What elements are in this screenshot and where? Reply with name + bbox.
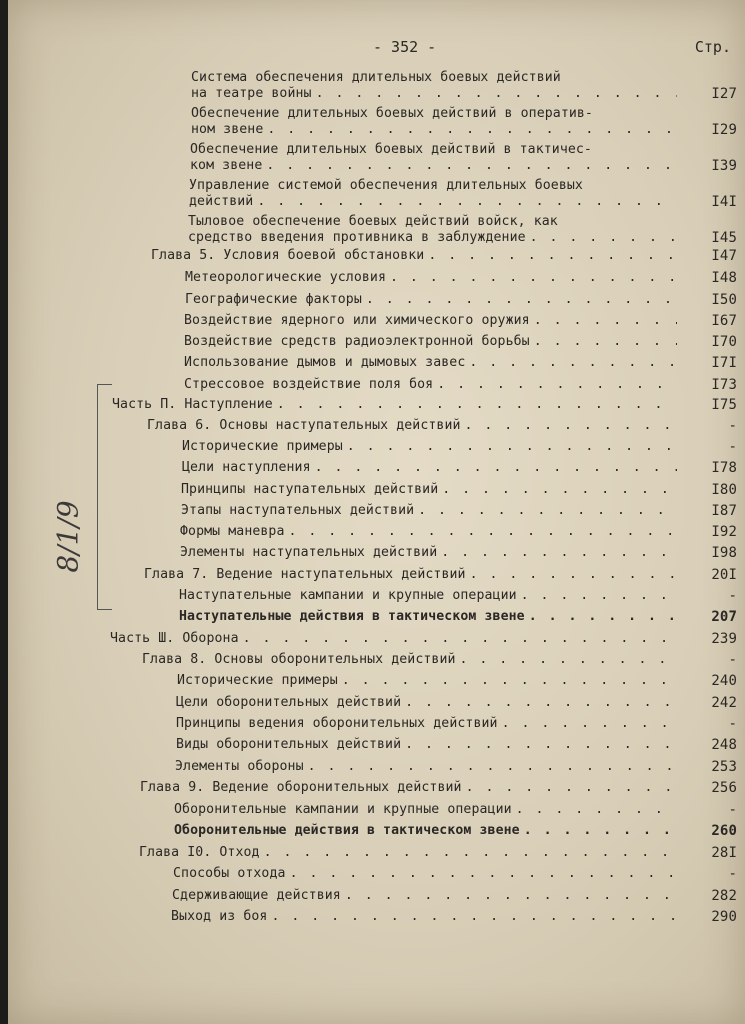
toc-page-ref: I48	[711, 270, 737, 286]
toc-chapter	[144, 567, 737, 583]
toc-entry-text: Этапы наступательных действий	[181, 503, 415, 518]
toc-page-ref: I70	[711, 334, 737, 350]
toc-entry	[182, 439, 737, 455]
toc-entry-text: Наступательные действия в тактическом звене	[179, 609, 525, 624]
toc-entry	[181, 482, 737, 498]
toc-entry	[172, 888, 737, 904]
toc-page-ref: I73	[711, 377, 737, 393]
toc-entry-text: Воздействие ядерного или химического оружия	[184, 313, 530, 328]
toc-entry	[184, 334, 737, 350]
toc-page-ref: -	[728, 418, 737, 434]
toc-page-ref: -	[728, 802, 737, 818]
toc-entry	[180, 524, 737, 540]
toc-entry-text: Цели наступления	[182, 460, 311, 475]
toc-entry	[179, 588, 737, 604]
toc-page-ref: 256	[711, 780, 737, 796]
leader-dots	[277, 397, 677, 413]
leader-dots	[470, 567, 677, 583]
toc-entry-text: Способы отхода	[173, 866, 286, 881]
toc-entry	[191, 70, 737, 102]
toc-entry	[174, 823, 737, 839]
toc-entry-text: Стрессовое воздействие поля боя	[184, 377, 434, 392]
toc-entry-text: Принципы наступательных действий	[181, 482, 439, 497]
toc-entry	[188, 214, 737, 246]
toc-page-ref: 282	[711, 888, 737, 904]
toc-entry-text: Глава 6. Основы наступательных действий	[147, 418, 461, 433]
leader-dots	[534, 313, 677, 329]
toc-entry-text: Виды оборонительных действий	[176, 737, 402, 752]
toc-entry	[191, 106, 737, 138]
leader-dots	[266, 158, 677, 174]
toc-entry-text: Оборонительные кампании и крупные операции	[174, 802, 512, 817]
leader-dots	[366, 292, 677, 308]
leader-dots	[516, 802, 677, 818]
toc-entry	[171, 909, 737, 925]
toc-entry	[173, 866, 737, 882]
toc-entry	[185, 270, 737, 286]
toc-chapter	[151, 248, 737, 264]
leader-dots	[347, 439, 677, 455]
toc-entry-text: Часть П. Наступление	[112, 397, 273, 412]
toc-entry-text: Управление системой обеспечения длительных боевых	[189, 178, 583, 193]
toc-chapter	[142, 652, 737, 668]
toc-entry-text: Элементы обороны	[175, 759, 304, 774]
toc-entry	[176, 695, 737, 711]
leader-dots	[534, 334, 677, 350]
toc-entry-text: Часть Ш. Оборона	[110, 631, 239, 646]
toc-entry-text: Элементы наступательных действий	[180, 545, 438, 560]
toc-entry-text: Выход из боя	[171, 909, 268, 924]
leader-dots	[257, 194, 677, 210]
toc-entry	[179, 609, 737, 625]
toc-page-ref: 20I	[711, 567, 737, 583]
toc-entry	[184, 355, 737, 371]
toc-entry-text: Цели оборонительных действий	[176, 695, 402, 710]
toc-part	[112, 397, 737, 413]
toc-entry-text: Глава I0. Отход	[139, 845, 260, 860]
toc-entry	[185, 292, 737, 308]
toc-page-ref: -	[728, 588, 737, 604]
toc-page-ref: I29	[711, 122, 737, 138]
leader-dots	[502, 716, 677, 732]
toc-entry	[181, 503, 737, 519]
toc-entry-text: действий	[189, 194, 254, 209]
toc-page-ref: 253	[711, 759, 737, 775]
leader-dots	[271, 909, 677, 925]
leader-dots	[342, 673, 677, 689]
toc-entry	[189, 178, 737, 210]
toc-page-ref: I80	[711, 482, 737, 498]
toc-entry-text: Глава 7. Ведение наступательных действий	[144, 567, 466, 582]
toc-entry-text: Обеспечение длительных боевых действий в оператив-	[191, 106, 593, 121]
toc-page-ref: I75	[711, 397, 737, 413]
toc-entry	[190, 142, 737, 174]
toc-page-ref: 239	[711, 631, 737, 647]
toc-entry	[177, 673, 737, 689]
toc-entry-text: ном звене	[191, 122, 264, 137]
toc-page-ref: I27	[711, 86, 737, 102]
leader-dots	[466, 780, 677, 796]
toc-entry-text: Глава 8. Основы оборонительных действий	[142, 652, 456, 667]
toc-entry-text: ком звене	[190, 158, 263, 173]
handwritten-margin-note: 8/1/9	[51, 500, 85, 573]
toc-page-ref: 248	[711, 737, 737, 753]
toc-page-ref: I92	[711, 524, 737, 540]
toc-page-ref: I67	[711, 313, 737, 329]
toc-entry-text: Сдерживающие действия	[172, 888, 341, 903]
toc-entry-text: средство введения противника в заблуждение	[188, 230, 526, 245]
toc-entry-text: Обеспечение длительных боевых действий в тактичес-	[190, 142, 592, 157]
toc-page-ref: I45	[711, 230, 737, 246]
leader-dots	[345, 888, 677, 904]
toc-page-ref: -	[728, 439, 737, 455]
leader-dots	[243, 631, 677, 647]
toc-page-ref: I50	[711, 292, 737, 308]
leader-dots	[441, 545, 677, 561]
toc-page-ref: -	[728, 652, 737, 668]
leader-dots	[428, 248, 677, 264]
toc-page-ref: -	[728, 716, 737, 732]
toc-page-ref: -	[728, 866, 737, 882]
toc-entry-text: Принципы ведения оборонительных действий	[176, 716, 498, 731]
toc-page-ref: I4I	[711, 194, 737, 210]
leader-dots	[418, 503, 677, 519]
toc-page-ref: 28I	[711, 845, 737, 861]
toc-entry-text: Исторические примеры	[182, 439, 343, 454]
toc-entry-text: Метеорологические условия	[185, 270, 386, 285]
toc-entry	[176, 737, 737, 753]
leader-dots	[267, 122, 677, 138]
toc-page-ref: 207	[711, 609, 737, 625]
toc-entry	[184, 313, 737, 329]
margin-bracket	[97, 384, 112, 610]
page-column-label: Стр.	[694, 38, 731, 56]
leader-dots	[390, 270, 677, 286]
toc-part	[110, 631, 737, 647]
toc-page-ref: I7I	[711, 355, 737, 371]
toc-entry-text: Исторические примеры	[177, 673, 338, 688]
leader-dots	[469, 355, 677, 371]
leader-dots	[442, 482, 677, 498]
leader-dots	[524, 823, 677, 839]
toc-chapter	[140, 780, 737, 796]
toc-page-ref: 260	[711, 823, 737, 839]
leader-dots	[460, 652, 677, 668]
toc-page-ref: 242	[711, 695, 737, 711]
toc-page-ref: 290	[711, 909, 737, 925]
toc-entry	[176, 716, 737, 732]
leader-dots	[465, 418, 677, 434]
toc-entry-text: Система обеспечения длительных боевых действий	[191, 70, 561, 85]
toc-entry-text: Географические факторы	[185, 292, 362, 307]
leader-dots	[289, 524, 677, 540]
leader-dots	[530, 230, 677, 246]
toc-entry-text: Глава 5. Условия боевой обстановки	[151, 248, 425, 263]
toc-page-ref: I98	[711, 545, 737, 561]
toc-entry	[180, 545, 737, 561]
leader-dots	[521, 588, 677, 604]
leader-dots	[316, 86, 677, 102]
document-page	[8, 0, 745, 1024]
leader-dots	[529, 609, 677, 625]
toc-entry	[182, 460, 737, 476]
toc-entry-text: Тыловое обеспечение боевых действий войск, как	[188, 214, 558, 229]
toc-page-ref: I87	[711, 503, 737, 519]
leader-dots	[290, 866, 677, 882]
leader-dots	[437, 377, 677, 393]
leader-dots	[264, 845, 677, 861]
toc-entry-text: Использование дымов и дымовых завес	[184, 355, 466, 370]
toc-page-ref: I47	[711, 248, 737, 264]
toc-page-ref: 240	[711, 673, 737, 689]
leader-dots	[308, 759, 677, 775]
toc-entry-text: Наступательные кампании и крупные операции	[179, 588, 517, 603]
leader-dots	[405, 695, 677, 711]
toc-entry	[175, 759, 737, 775]
page-number: - 352 -	[373, 38, 437, 56]
toc-entry-text: Воздействие средств радиоэлектронной борьбы	[184, 334, 530, 349]
toc-entry-text: Формы маневра	[180, 524, 285, 539]
toc-page-ref: I78	[711, 460, 737, 476]
toc-entry	[184, 377, 737, 393]
toc-entry-text: на театре войны	[191, 86, 312, 101]
toc-entry-text: Глава 9. Ведение оборонительных действий	[140, 780, 462, 795]
toc-chapter	[139, 845, 737, 861]
leader-dots	[315, 460, 677, 476]
toc-chapter	[147, 418, 737, 434]
toc-entry	[174, 802, 737, 818]
toc-page-ref: I39	[711, 158, 737, 174]
toc-entry-text: Оборонительные действия в тактическом звене	[174, 823, 520, 838]
leader-dots	[405, 737, 677, 753]
